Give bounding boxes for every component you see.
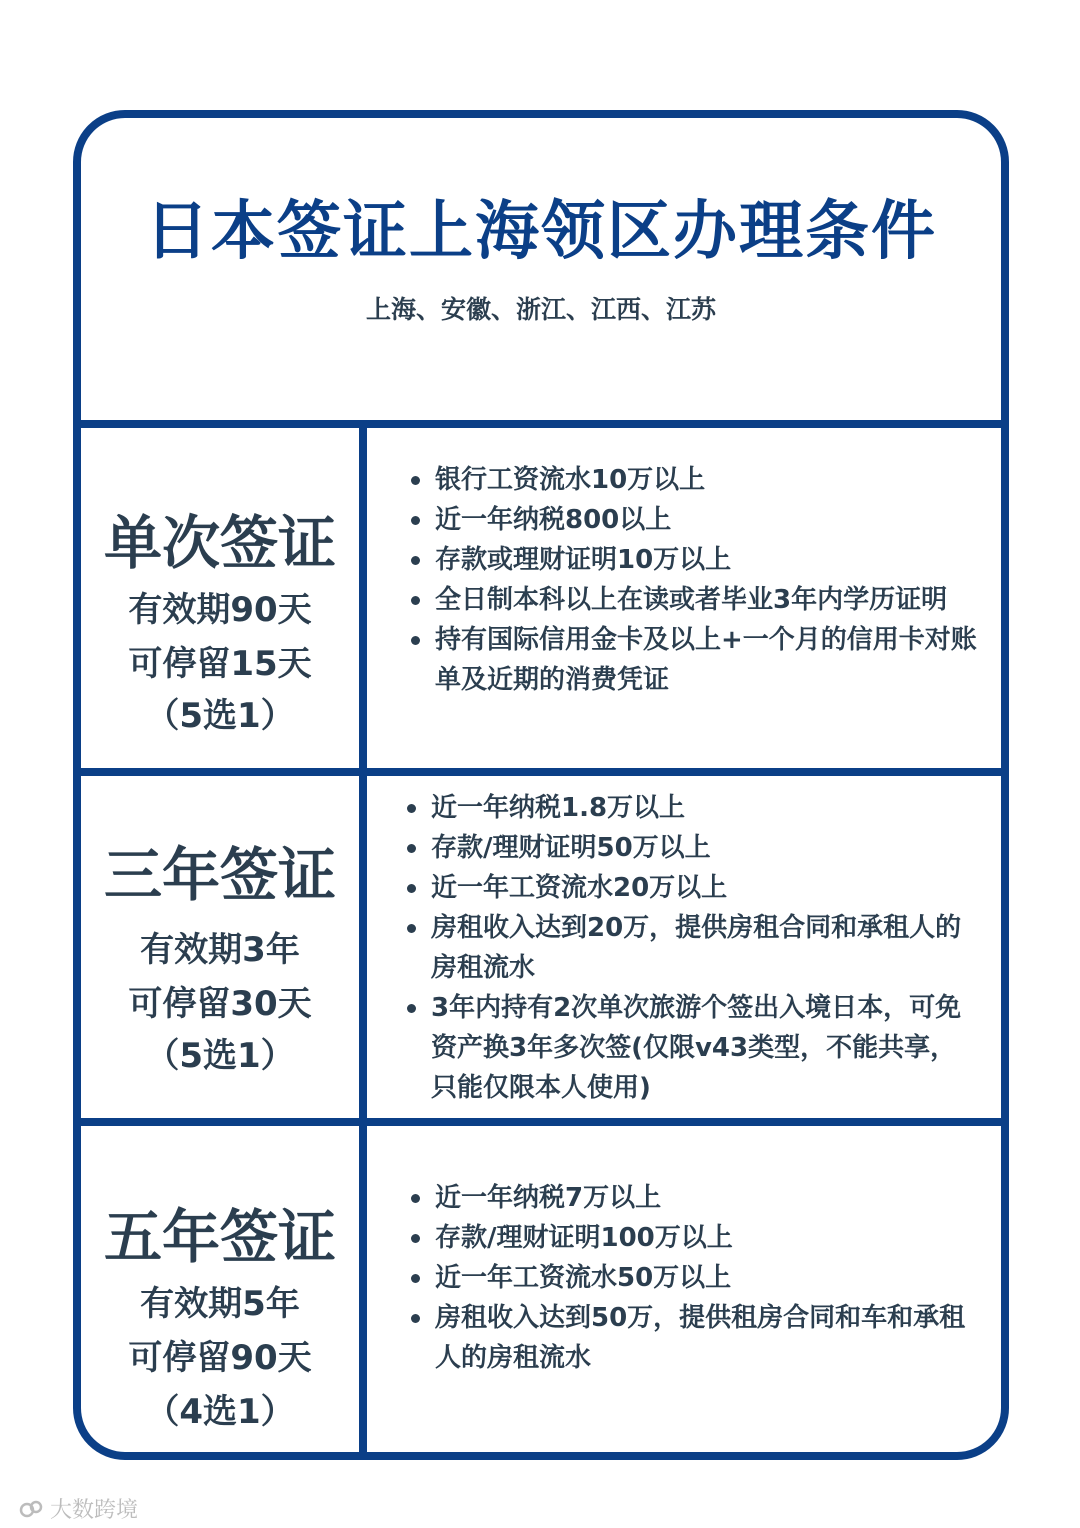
list-item: 存款或理财证明10万以上 bbox=[407, 540, 981, 580]
divider bbox=[81, 768, 1001, 776]
requirements-panel bbox=[367, 776, 1001, 1118]
divider bbox=[81, 1118, 1001, 1126]
section-three-year-visa bbox=[81, 776, 1001, 1118]
brand-logo-icon bbox=[18, 1496, 44, 1522]
list-item: 近一年工资流水50万以上 bbox=[407, 1258, 981, 1298]
list-item: 全日制本科以上在读或者毕业3年内学历证明 bbox=[407, 580, 981, 620]
watermark bbox=[18, 1493, 138, 1524]
validity-text: 有效期5年 bbox=[140, 1284, 300, 1324]
list-item: 银行工资流水10万以上 bbox=[407, 460, 981, 500]
list-item: 近一年纳税800以上 bbox=[407, 500, 981, 540]
visa-type-panel bbox=[81, 1126, 359, 1460]
section-single-visa bbox=[81, 428, 1001, 768]
list-item: 存款/理财证明100万以上 bbox=[407, 1218, 981, 1258]
list-item: 房租收入达到50万，提供租房合同和车和承租人的房租流水 bbox=[407, 1298, 981, 1378]
visa-name: 单次签证 bbox=[103, 509, 336, 577]
watermark-text: 大数跨境 bbox=[50, 1498, 139, 1523]
list-item: 近一年纳税7万以上 bbox=[407, 1178, 981, 1218]
visa-name: 五年签证 bbox=[103, 1203, 336, 1271]
visa-conditions-card bbox=[73, 110, 1009, 1460]
divider bbox=[81, 420, 1001, 428]
requirements-list bbox=[407, 460, 981, 700]
list-item: 3年内持有2次单次旅游个签出入境日本，可免资产换3年多次签(仅限v43类型，不能共享，只能仅限本人使用) bbox=[403, 988, 981, 1108]
visa-name: 三年签证 bbox=[103, 841, 336, 909]
requirements-list bbox=[407, 1178, 981, 1378]
requirements-list bbox=[403, 788, 981, 1108]
validity-text: 有效期90天 bbox=[128, 590, 312, 630]
stay-text: 可停留90天 bbox=[128, 1338, 312, 1378]
rule-text: （5选1） bbox=[145, 1036, 295, 1076]
region-list: 上海、安徽、浙江、江西、江苏 bbox=[365, 295, 716, 324]
validity-text: 有效期3年 bbox=[140, 930, 300, 970]
section-five-year-visa bbox=[81, 1126, 1001, 1460]
requirements-panel bbox=[367, 428, 1001, 768]
list-item: 近一年工资流水20万以上 bbox=[403, 868, 981, 908]
requirements-panel bbox=[367, 1126, 1001, 1460]
stay-text: 可停留15天 bbox=[128, 644, 312, 684]
list-item: 近一年纳税1.8万以上 bbox=[403, 788, 981, 828]
card-header bbox=[81, 118, 1001, 420]
visa-type-panel bbox=[81, 428, 359, 768]
visa-type-panel bbox=[81, 776, 359, 1118]
rule-text: （5选1） bbox=[145, 696, 295, 736]
rule-text: （4选1） bbox=[145, 1392, 295, 1432]
list-item: 房租收入达到20万，提供房租合同和承租人的房租流水 bbox=[403, 908, 981, 988]
list-item: 持有国际信用金卡及以上+一个月的信用卡对账单及近期的消费凭证 bbox=[407, 620, 981, 700]
page-title: 日本签证上海领区办理条件 bbox=[145, 195, 937, 269]
stay-text: 可停留30天 bbox=[128, 984, 312, 1024]
list-item: 存款/理财证明50万以上 bbox=[403, 828, 981, 868]
